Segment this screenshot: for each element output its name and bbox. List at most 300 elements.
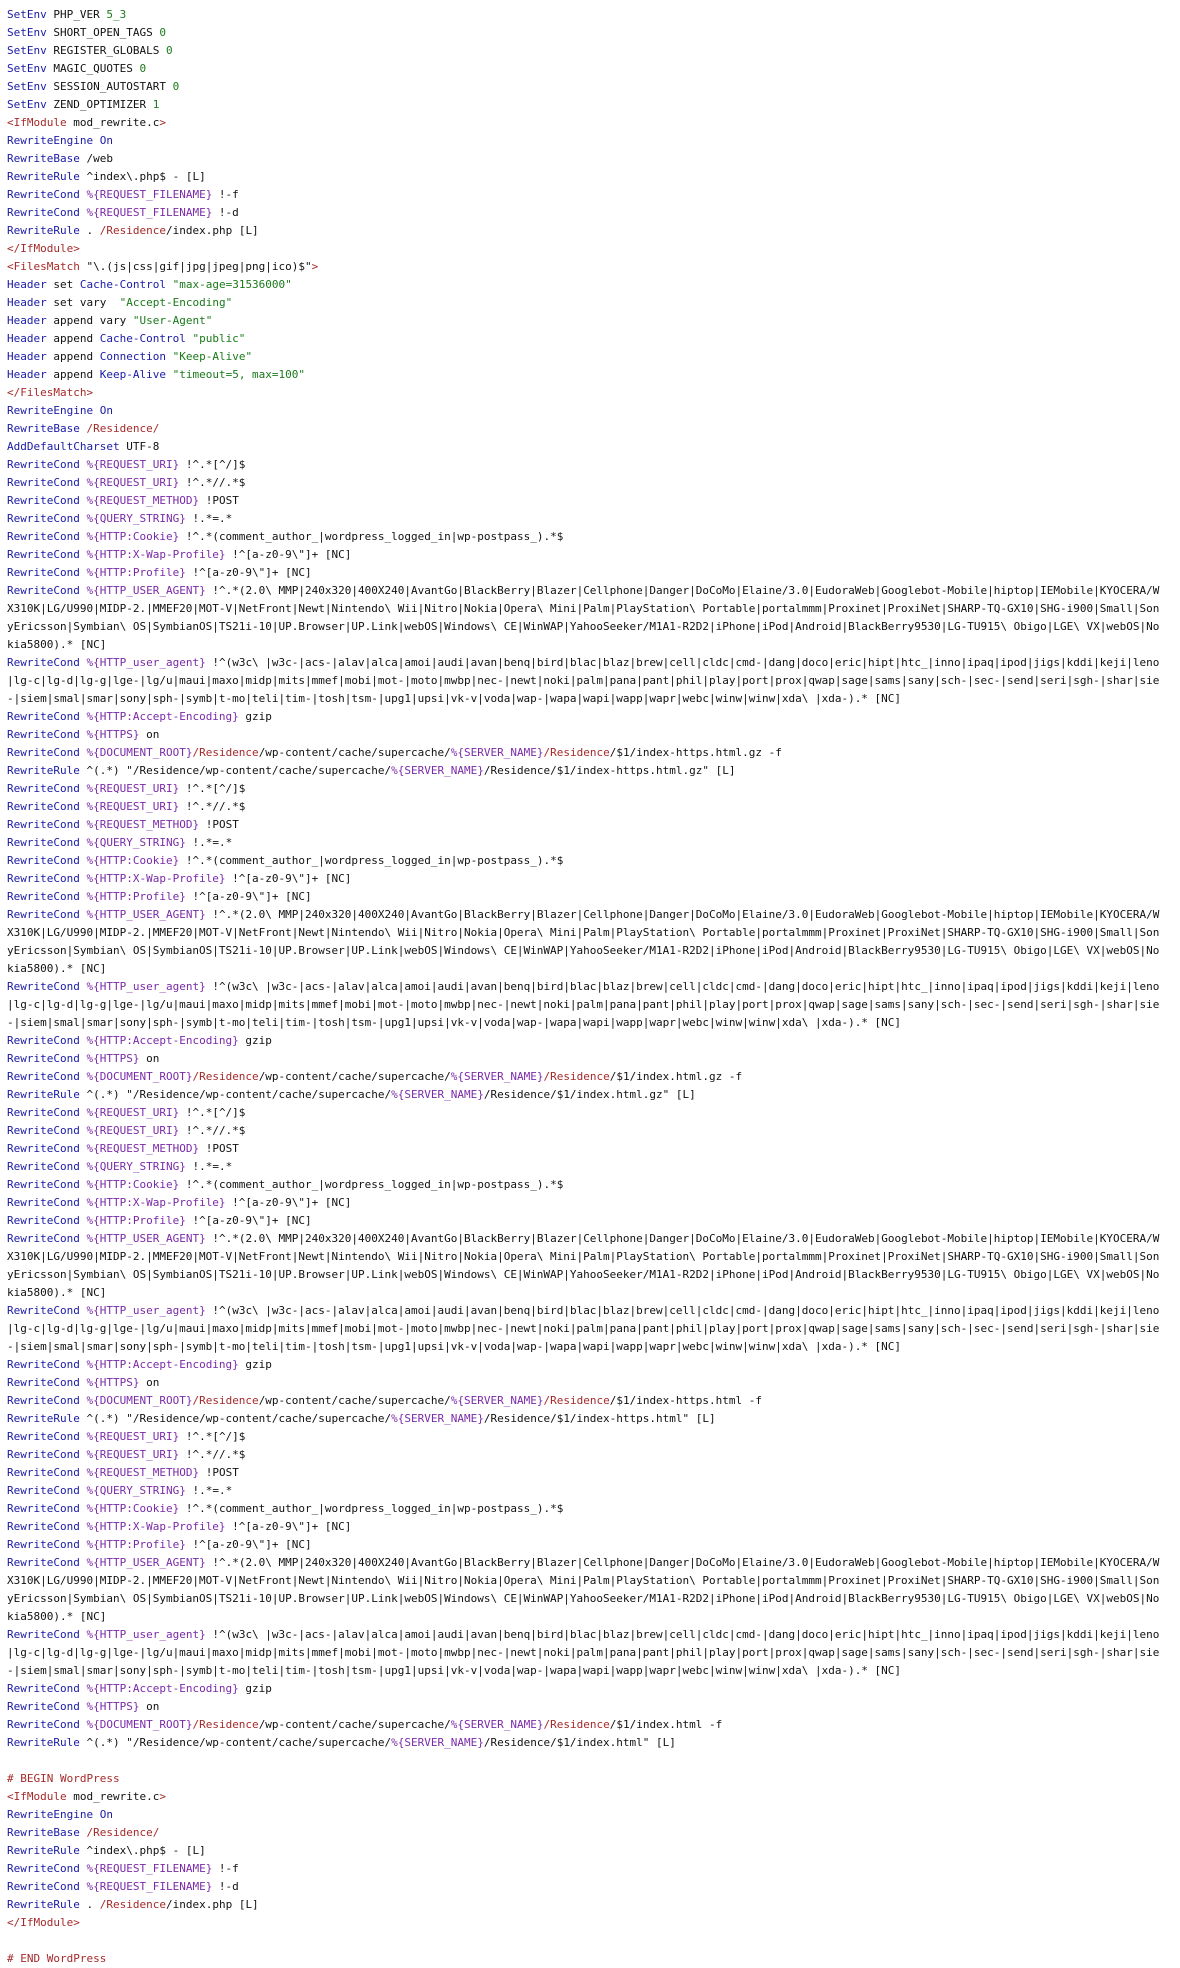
code-token: RewriteCond [7, 1430, 80, 1443]
code-token: RewriteEngine [7, 1808, 94, 1821]
code-line [7, 780, 1161, 798]
code-line [7, 1806, 1161, 1824]
code-token: %{HTTP:X-Wap-Profile} [79, 1196, 226, 1209]
code-token: RewriteCond [7, 548, 80, 561]
code-token: RewriteCond [7, 818, 80, 831]
code-token: > [311, 260, 319, 273]
code-token: /Residence [543, 1394, 610, 1407]
code-token: /index.php [L] [165, 1898, 259, 1911]
code-token: %{REQUEST_FILENAME} [79, 1862, 213, 1875]
code-token: %{REQUEST_URI} [79, 1106, 180, 1119]
code-token: </IfModule> [7, 1916, 80, 1929]
code-token: RewriteCond [7, 1214, 80, 1227]
code-line [7, 1356, 1161, 1374]
code-line [7, 1032, 1161, 1050]
code-token: /Residence [192, 746, 259, 759]
code-token: RewriteCond [7, 1556, 80, 1569]
code-token: %{SERVER_NAME} [391, 1088, 484, 1101]
code-token: RewriteCond [7, 1466, 80, 1479]
code-token: !^[a-z0-9\"]+ [NC] [225, 1196, 352, 1209]
code-token: %{HTTP:Profile} [79, 890, 186, 903]
code-token: append [46, 368, 100, 381]
code-line [7, 1734, 1161, 1752]
code-token: %{HTTP:Accept-Encoding} [79, 1682, 239, 1695]
code-token: %{QUERY_STRING} [79, 1484, 186, 1497]
code-token: SetEnv [7, 98, 47, 111]
code-token: %{HTTP:Accept-Encoding} [79, 1034, 239, 1047]
code-token: # BEGIN WordPress [7, 1772, 120, 1785]
code-token: !POST [199, 1142, 239, 1155]
code-token: ^(.*) "/Residence/wp-content/cache/supercache/ [79, 1412, 392, 1425]
code-token: RewriteCond [7, 746, 80, 759]
code-token: on [139, 1052, 160, 1065]
code-token: %{HTTP:Profile} [79, 1538, 186, 1551]
code-token: %{REQUEST_METHOD} [79, 1466, 200, 1479]
code-line [7, 1050, 1161, 1068]
code-token: %{HTTPS} [79, 1376, 140, 1389]
code-token: !.*=.* [185, 1484, 233, 1497]
code-token: /Residence [543, 1070, 610, 1083]
code-token: %{HTTPS} [79, 728, 140, 741]
code-token: !^.*(2.0\ MMP|240x320|400X240|AvantGo|BlackBerry|Blazer|Cellphone|Danger|DoCoMo|Elaine/3.0|EudoraWeb|Googlebot-Mobile|hiptop|IEMobile|KYOCERA/WX310K|LG/U990|MIDP-2.|MMEF20|MOT-V|NetFront|Newt|Nintendo\ Wii|Nitro|Nokia|Opera\ Mini|Palm|PlayStation\ Portable|portalmmm|Proxinet|ProxiNet|SHARP-TQ-GX10|SHG-i900|Small|SonyEricsson|Symbian\ OS|SymbianOS|TS21i-10|UP.Browser|UP.Link|webOS|Windows\ CE|WinWAP|YahooSeeker/M1A1-R2D2|iPhone|iPod|Android|BlackBerry9530|LG-TU915\ Obigo|LGE\ VX|webOS|Nokia5800).* [NC] [7, 908, 1160, 975]
code-token: 0 [172, 80, 180, 93]
code-token: "public" [185, 332, 246, 345]
code-token: !^[a-z0-9\"]+ [NC] [225, 872, 352, 885]
code-line [7, 1500, 1161, 1518]
code-token: RewriteCond [7, 1070, 80, 1083]
code-token: %{SERVER_NAME} [450, 1718, 544, 1731]
code-token: "\.(js|css|gif|jpg|jpeg|png|ico)$" [79, 260, 312, 273]
code-token: %{HTTP:Profile} [79, 566, 186, 579]
code-token: %{HTTP_user_agent} [79, 980, 206, 993]
code-token: RewriteCond [7, 1034, 80, 1047]
code-line [7, 1860, 1161, 1878]
code-token: !^[a-z0-9\"]+ [NC] [225, 548, 352, 561]
code-token: RewriteBase [7, 1826, 80, 1839]
code-token: /Residence [543, 746, 610, 759]
code-line [7, 1194, 1161, 1212]
code-token: %{REQUEST_URI} [79, 1124, 180, 1137]
code-token: RewriteCond [7, 1718, 80, 1731]
code-token: SetEnv [7, 44, 47, 57]
code-line [7, 1158, 1161, 1176]
code-token: SetEnv [7, 80, 47, 93]
code-token: %{REQUEST_URI} [79, 458, 180, 471]
code-token: /Residence [543, 1718, 610, 1731]
code-token: RewriteCond [7, 1628, 80, 1641]
code-token: RewriteCond [7, 1358, 80, 1371]
code-token: /web [79, 152, 113, 165]
code-token: RewriteCond [7, 1484, 80, 1497]
code-line [7, 1950, 1161, 1968]
code-line [7, 240, 1161, 258]
code-line [7, 1554, 1161, 1626]
code-token: /wp-content/cache/supercache/ [258, 1394, 451, 1407]
code-token: %{HTTP_user_agent} [79, 1304, 206, 1317]
code-token: RewriteCond [7, 1232, 80, 1245]
code-token: RewriteCond [7, 1142, 80, 1155]
code-line [7, 1428, 1161, 1446]
code-line [7, 906, 1161, 978]
code-token: RewriteCond [7, 1502, 80, 1515]
code-token: gzip [238, 710, 272, 723]
code-token: !^.*//.*$ [179, 1448, 246, 1461]
code-token: SESSION_AUTOSTART [46, 80, 173, 93]
code-token: /Residence/ [79, 1826, 160, 1839]
code-token: UTF-8 [119, 440, 160, 453]
code-token: RewriteCond [7, 1052, 80, 1065]
code-token: /$1/index.html -f [609, 1718, 723, 1731]
code-line [7, 546, 1161, 564]
code-line [7, 744, 1161, 762]
code-token: ^index\.php$ - [L] [79, 1844, 206, 1857]
code-token: "max-age=31536000" [165, 278, 292, 291]
code-token: /Residence [192, 1718, 259, 1731]
code-line [7, 474, 1161, 492]
code-token: %{QUERY_STRING} [79, 512, 186, 525]
code-token: !^[a-z0-9\"]+ [NC] [185, 890, 312, 903]
code-token: /Residence/$1/index.html" [L] [483, 1736, 676, 1749]
code-line [7, 708, 1161, 726]
code-token: RewriteCond [7, 1700, 80, 1713]
code-line [7, 222, 1161, 240]
code-token: RewriteCond [7, 656, 80, 669]
code-token: RewriteCond [7, 188, 80, 201]
code-token: %{HTTP:Accept-Encoding} [79, 710, 239, 723]
code-line [7, 348, 1161, 366]
code-token: %{SERVER_NAME} [450, 746, 544, 759]
code-token: RewriteCond [7, 728, 80, 741]
code-token: PHP_VER [46, 8, 107, 21]
code-token: RewriteCond [7, 512, 80, 525]
code-token: %{HTTP:Cookie} [79, 854, 180, 867]
code-token: !^.*(2.0\ MMP|240x320|400X240|AvantGo|BlackBerry|Blazer|Cellphone|Danger|DoCoMo|Elaine/3.0|EudoraWeb|Googlebot-Mobile|hiptop|IEMobile|KYOCERA/WX310K|LG/U990|MIDP-2.|MMEF20|MOT-V|NetFront|Newt|Nintendo\ Wii|Nitro|Nokia|Opera\ Mini|Palm|PlayStation\ Portable|portalmmm|Proxinet|ProxiNet|SHARP-TQ-GX10|SHG-i900|Small|SonyEricsson|Symbian\ OS|SymbianOS|TS21i-10|UP.Browser|UP.Link|webOS|Windows\ CE|WinWAP|YahooSeeker/M1A1-R2D2|iPhone|iPod|Android|BlackBerry9530|LG-TU915\ Obigo|LGE\ VX|webOS|Nokia5800).* [NC] [7, 1232, 1160, 1299]
code-token: RewriteCond [7, 1538, 80, 1551]
code-token: %{HTTPS} [79, 1052, 140, 1065]
code-token: on [139, 1376, 160, 1389]
code-token: ^(.*) "/Residence/wp-content/cache/supercache/ [79, 764, 392, 777]
code-line [7, 816, 1161, 834]
code-token: Header [7, 368, 47, 381]
code-token: RewriteCond [7, 1106, 80, 1119]
code-token: SetEnv [7, 62, 47, 75]
code-token: %{HTTP_USER_AGENT} [79, 1232, 206, 1245]
code-token: !^.*(2.0\ MMP|240x320|400X240|AvantGo|BlackBerry|Blazer|Cellphone|Danger|DoCoMo|Elaine/3.0|EudoraWeb|Googlebot-Mobile|hiptop|IEMobile|KYOCERA/WX310K|LG/U990|MIDP-2.|MMEF20|MOT-V|NetFront|Newt|Nintendo\ Wii|Nitro|Nokia|Opera\ Mini|Palm|PlayStation\ Portable|portalmmm|Proxinet|ProxiNet|SHARP-TQ-GX10|SHG-i900|Small|SonyEricsson|Symbian\ OS|SymbianOS|TS21i-10|UP.Browser|UP.Link|webOS|Windows\ CE|WinWAP|YahooSeeker/M1A1-R2D2|iPhone|iPod|Android|BlackBerry9530|LG-TU915\ Obigo|LGE\ VX|webOS|Nokia5800).* [NC] [7, 1556, 1160, 1623]
code-token: /wp-content/cache/supercache/ [258, 746, 451, 759]
code-token: !^.*[^/]$ [179, 1106, 246, 1119]
code-token: /$1/index-https.html.gz -f [609, 746, 782, 759]
code-token: %{REQUEST_URI} [79, 476, 180, 489]
code-token: !.*=.* [185, 1160, 233, 1173]
code-line [7, 168, 1161, 186]
code-token: # END WordPress [7, 1952, 107, 1965]
code-line [7, 114, 1161, 132]
code-token: /$1/index.html.gz -f [609, 1070, 743, 1083]
code-token: %{HTTP_USER_AGENT} [79, 1556, 206, 1569]
code-token: RewriteCond [7, 1178, 80, 1191]
code-token: /wp-content/cache/supercache/ [258, 1718, 451, 1731]
code-token: RewriteCond [7, 710, 80, 723]
code-line [7, 1212, 1161, 1230]
code-token: 1 [152, 98, 160, 111]
code-token: %{HTTP:X-Wap-Profile} [79, 872, 226, 885]
code-token: /$1/index-https.html -f [609, 1394, 763, 1407]
code-token: %{SERVER_NAME} [450, 1070, 544, 1083]
code-token: !POST [199, 494, 239, 507]
code-token: RewriteCond [7, 566, 80, 579]
code-token: RewriteRule [7, 1898, 80, 1911]
code-line [7, 564, 1161, 582]
code-line [7, 204, 1161, 222]
code-token: RewriteCond [7, 1448, 80, 1461]
code-token: !^.*(comment_author_|wordpress_logged_in|wp-postpass_).*$ [179, 1178, 564, 1191]
code-line [7, 24, 1161, 42]
code-token: SetEnv [7, 26, 47, 39]
code-token: !-d [212, 1880, 239, 1893]
code-token: %{REQUEST_FILENAME} [79, 206, 213, 219]
code-line [7, 1878, 1161, 1896]
code-token: RewriteRule [7, 1088, 80, 1101]
code-token: !^.*[^/]$ [179, 458, 246, 471]
code-line [7, 1464, 1161, 1482]
code-token: %{HTTP_USER_AGENT} [79, 908, 206, 921]
code-line [7, 456, 1161, 474]
code-token: !^.*(comment_author_|wordpress_logged_in|wp-postpass_).*$ [179, 1502, 564, 1515]
code-token: <IfModule [7, 116, 67, 129]
code-token: set vary [46, 296, 120, 309]
code-token: <IfModule [7, 1790, 67, 1803]
code-token: "Keep-Alive" [165, 350, 253, 363]
code-line [7, 492, 1161, 510]
code-line [7, 762, 1161, 780]
code-token: RewriteCond [7, 872, 80, 885]
code-token: RewriteCond [7, 1160, 80, 1173]
code-token: ^(.*) "/Residence/wp-content/cache/supercache/ [79, 1088, 392, 1101]
code-token: %{SERVER_NAME} [391, 1736, 484, 1749]
code-line [7, 510, 1161, 528]
code-token: %{HTTP:Cookie} [79, 1178, 180, 1191]
code-token: %{REQUEST_METHOD} [79, 494, 200, 507]
code-token: > [159, 1790, 166, 1803]
code-line [7, 1716, 1161, 1734]
code-token: !^.*(comment_author_|wordpress_logged_in|wp-postpass_).*$ [179, 530, 564, 543]
code-token: %{REQUEST_URI} [79, 782, 180, 795]
code-token: %{REQUEST_FILENAME} [79, 1880, 213, 1893]
code-token: /Residence [99, 224, 166, 237]
code-token: !-f [212, 1862, 239, 1875]
code-token: mod_rewrite.c [66, 116, 160, 129]
code-token: on [139, 1700, 160, 1713]
code-token: Header [7, 314, 47, 327]
code-line [7, 1374, 1161, 1392]
code-line [7, 1122, 1161, 1140]
code-token: !^(w3c\ |w3c-|acs-|alav|alca|amoi|audi|avan|benq|bird|blac|blaz|brew|cell|cldc|cmd-|dang|doco|eric|hipt|htc_|inno|ipaq|ipod|jigs|kddi|keji|leno|lg-c|lg-d|lg-g|lge-|lg/u|maui|maxo|midp|mits|mmef|mobi|mot-|moto|mwbp|nec-|newt|noki|palm|pana|pant|phil|play|port|prox|qwap|sage|sams|sany|sch-|sec-|send|seri|sgh-|shar|sie-|siem|smal|smar|sony|sph-|symb|t-mo|teli|tim-|tosh|tsm-|upg1|upsi|vk-v|voda|wap-|wapa|wapi|wapp|wapr|webc|winw|winw|xda\ |xda-).* [NC] [7, 1628, 1160, 1677]
code-token: RewriteCond [7, 1304, 80, 1317]
code-token: %{HTTP_user_agent} [79, 656, 206, 669]
code-line [7, 1086, 1161, 1104]
code-token: %{HTTP_user_agent} [79, 1628, 206, 1641]
code-token: %{HTTP:Cookie} [79, 530, 180, 543]
code-token: RewriteCond [7, 1880, 80, 1893]
code-line [7, 1068, 1161, 1086]
code-token: RewriteCond [7, 1862, 80, 1875]
code-line [7, 1680, 1161, 1698]
code-token: "Accept-Encoding" [119, 296, 233, 309]
code-line [7, 402, 1161, 420]
code-line [7, 1140, 1161, 1158]
code-token: RewriteCond [7, 1682, 80, 1695]
code-line [7, 312, 1161, 330]
code-line [7, 384, 1161, 402]
code-line [7, 1932, 1161, 1950]
code-token: </IfModule> [7, 242, 80, 255]
code-token: RewriteCond [7, 1520, 80, 1533]
code-token: %{DOCUMENT_ROOT} [79, 746, 193, 759]
code-line [7, 726, 1161, 744]
code-token: RewriteCond [7, 458, 80, 471]
code-token: %{SERVER_NAME} [450, 1394, 544, 1407]
code-token: /Residence/ [79, 422, 160, 435]
code-line [7, 834, 1161, 852]
code-token: <FilesMatch [7, 260, 80, 273]
code-token: RewriteCond [7, 800, 80, 813]
code-line [7, 438, 1161, 456]
code-token: !^(w3c\ |w3c-|acs-|alav|alca|amoi|audi|avan|benq|bird|blac|blaz|brew|cell|cldc|cmd-|dang|doco|eric|hipt|htc_|inno|ipaq|ipod|jigs|kddi|keji|leno|lg-c|lg-d|lg-g|lge-|lg/u|maui|maxo|midp|mits|mmef|mobi|mot-|moto|mwbp|nec-|newt|noki|palm|pana|pant|phil|play|port|prox|qwap|sage|sams|sany|sch-|sec-|send|seri|sgh-|shar|sie-|siem|smal|smar|sony|sph-|symb|t-mo|teli|tim-|tosh|tsm-|upg1|upsi|vk-v|voda|wap-|wapa|wapi|wapp|wapr|webc|winw|winw|xda\ |xda-).* [NC] [7, 1304, 1160, 1353]
code-token: SHORT_OPEN_TAGS [46, 26, 160, 39]
code-token: !POST [199, 818, 239, 831]
code-token: !^.*(2.0\ MMP|240x320|400X240|AvantGo|BlackBerry|Blazer|Cellphone|Danger|DoCoMo|Elaine/3.0|EudoraWeb|Googlebot-Mobile|hiptop|IEMobile|KYOCERA/WX310K|LG/U990|MIDP-2.|MMEF20|MOT-V|NetFront|Newt|Nintendo\ Wii|Nitro|Nokia|Opera\ Mini|Palm|PlayStation\ Portable|portalmmm|Proxinet|ProxiNet|SHARP-TQ-GX10|SHG-i900|Small|SonyEricsson|Symbian\ OS|SymbianOS|TS21i-10|UP.Browser|UP.Link|webOS|Windows\ CE|WinWAP|YahooSeeker/M1A1-R2D2|iPhone|iPod|Android|BlackBerry9530|LG-TU915\ Obigo|LGE\ VX|webOS|Nokia5800).* [NC] [7, 584, 1160, 651]
code-token: ^index\.php$ - [L] [79, 170, 206, 183]
code-token: RewriteRule [7, 764, 80, 777]
code-token: gzip [238, 1358, 272, 1371]
code-token: RewriteRule [7, 224, 80, 237]
code-token: 0 [159, 26, 166, 39]
code-token: !^(w3c\ |w3c-|acs-|alav|alca|amoi|audi|avan|benq|bird|blac|blaz|brew|cell|cldc|cmd-|dang|doco|eric|hipt|htc_|inno|ipaq|ipod|jigs|kddi|keji|leno|lg-c|lg-d|lg-g|lge-|lg/u|maui|maxo|midp|mits|mmef|mobi|mot-|moto|mwbp|nec-|newt|noki|palm|pana|pant|phil|play|port|prox|qwap|sage|sams|sany|sch-|sec-|send|seri|sgh-|shar|sie-|siem|smal|smar|sony|sph-|symb|t-mo|teli|tim-|tosh|tsm-|upg1|upsi|vk-v|voda|wap-|wapa|wapi|wapp|wapr|webc|winw|winw|xda\ |xda-).* [NC] [7, 656, 1160, 705]
code-token: REGISTER_GLOBALS [46, 44, 166, 57]
code-token: %{HTTP:Cookie} [79, 1502, 180, 1515]
code-token: !^[a-z0-9\"]+ [NC] [225, 1520, 352, 1533]
code-token: RewriteCond [7, 980, 80, 993]
code-token: %{REQUEST_METHOD} [79, 818, 200, 831]
code-token: RewriteCond [7, 1394, 80, 1407]
code-token: Header [7, 278, 47, 291]
code-token: /Residence [192, 1070, 259, 1083]
code-line [7, 798, 1161, 816]
code-token: !^.*(comment_author_|wordpress_logged_in|wp-postpass_).*$ [179, 854, 564, 867]
code-token: RewriteRule [7, 1844, 80, 1857]
code-line [7, 78, 1161, 96]
code-line [7, 1914, 1161, 1932]
code-token: Header [7, 350, 47, 363]
code-line [7, 1410, 1161, 1428]
code-token: MAGIC_QUOTES [46, 62, 140, 75]
code-line [7, 1230, 1161, 1302]
code-token: > [159, 116, 166, 129]
code-token: !^.*//.*$ [179, 1124, 246, 1137]
code-token: on [139, 728, 160, 741]
code-line [7, 1302, 1161, 1356]
code-line [7, 888, 1161, 906]
code-line [7, 1698, 1161, 1716]
code-token: !^.*//.*$ [179, 800, 246, 813]
code-line [7, 60, 1161, 78]
code-token: !^(w3c\ |w3c-|acs-|alav|alca|amoi|audi|avan|benq|bird|blac|blaz|brew|cell|cldc|cmd-|dang|doco|eric|hipt|htc_|inno|ipaq|ipod|jigs|kddi|keji|leno|lg-c|lg-d|lg-g|lge-|lg/u|maui|maxo|midp|mits|mmef|mobi|mot-|moto|mwbp|nec-|newt|noki|palm|pana|pant|phil|play|port|prox|qwap|sage|sams|sany|sch-|sec-|send|seri|sgh-|shar|sie-|siem|smal|smar|sony|sph-|symb|t-mo|teli|tim-|tosh|tsm-|upg1|upsi|vk-v|voda|wap-|wapa|wapi|wapp|wapr|webc|winw|winw|xda\ |xda-).* [NC] [7, 980, 1160, 1029]
code-token: !^[a-z0-9\"]+ [NC] [185, 1538, 312, 1551]
code-line [7, 42, 1161, 60]
code-token: %{REQUEST_METHOD} [79, 1142, 200, 1155]
code-line [7, 1482, 1161, 1500]
code-token: RewriteCond [7, 206, 80, 219]
code-token: %{HTTP_USER_AGENT} [79, 584, 206, 597]
code-token: !-d [212, 206, 239, 219]
code-token: %{REQUEST_URI} [79, 1430, 180, 1443]
code-line [7, 978, 1161, 1032]
code-token: RewriteEngine [7, 404, 94, 417]
code-token: AddDefaultCharset [7, 440, 120, 453]
code-token: /Residence/$1/index-https.html.gz" [L] [483, 764, 736, 777]
code-token: %{REQUEST_URI} [79, 800, 180, 813]
code-token: RewriteCond [7, 1376, 80, 1389]
code-line [7, 330, 1161, 348]
code-token: Connection [99, 350, 166, 363]
code-line [7, 1788, 1161, 1806]
code-token: %{DOCUMENT_ROOT} [79, 1394, 193, 1407]
code-line [7, 1392, 1161, 1410]
code-line [7, 294, 1161, 312]
code-token: </FilesMatch> [7, 386, 94, 399]
code-token: RewriteCond [7, 530, 80, 543]
code-line [7, 150, 1161, 168]
code-token: %{QUERY_STRING} [79, 1160, 186, 1173]
code-token: %{QUERY_STRING} [79, 836, 186, 849]
code-line [7, 1104, 1161, 1122]
code-token: %{HTTP:Profile} [79, 1214, 186, 1227]
code-token: /Residence/$1/index-https.html" [L] [483, 1412, 716, 1425]
code-line [7, 582, 1161, 654]
code-token: On [93, 1808, 113, 1821]
code-line [7, 654, 1161, 708]
code-token: RewriteEngine [7, 134, 94, 147]
code-token: /Residence [192, 1394, 259, 1407]
code-token: RewriteBase [7, 152, 80, 165]
code-line [7, 186, 1161, 204]
code-line [7, 258, 1161, 276]
code-token: "User-Agent" [132, 314, 213, 327]
code-token: %{HTTP:Accept-Encoding} [79, 1358, 239, 1371]
code-token: %{SERVER_NAME} [391, 764, 484, 777]
code-token: SetEnv [7, 8, 47, 21]
code-token: RewriteCond [7, 782, 80, 795]
code-line [7, 852, 1161, 870]
code-line [7, 276, 1161, 294]
code-token: %{REQUEST_FILENAME} [79, 188, 213, 201]
code-line [7, 96, 1161, 114]
code-token: append [46, 332, 100, 345]
code-line [7, 1842, 1161, 1860]
code-line [7, 1824, 1161, 1842]
code-token: . [79, 1898, 100, 1911]
code-line [7, 1536, 1161, 1554]
code-token: 0 [165, 44, 173, 57]
code-token: %{SERVER_NAME} [391, 1412, 484, 1425]
code-token: RewriteCond [7, 476, 80, 489]
code-line [7, 528, 1161, 546]
code-token: !.*=.* [185, 836, 233, 849]
code-token: /Residence [99, 1898, 166, 1911]
code-line [7, 1176, 1161, 1194]
code-token: /Residence/$1/index.html.gz" [L] [483, 1088, 696, 1101]
code-token: %{REQUEST_URI} [79, 1448, 180, 1461]
